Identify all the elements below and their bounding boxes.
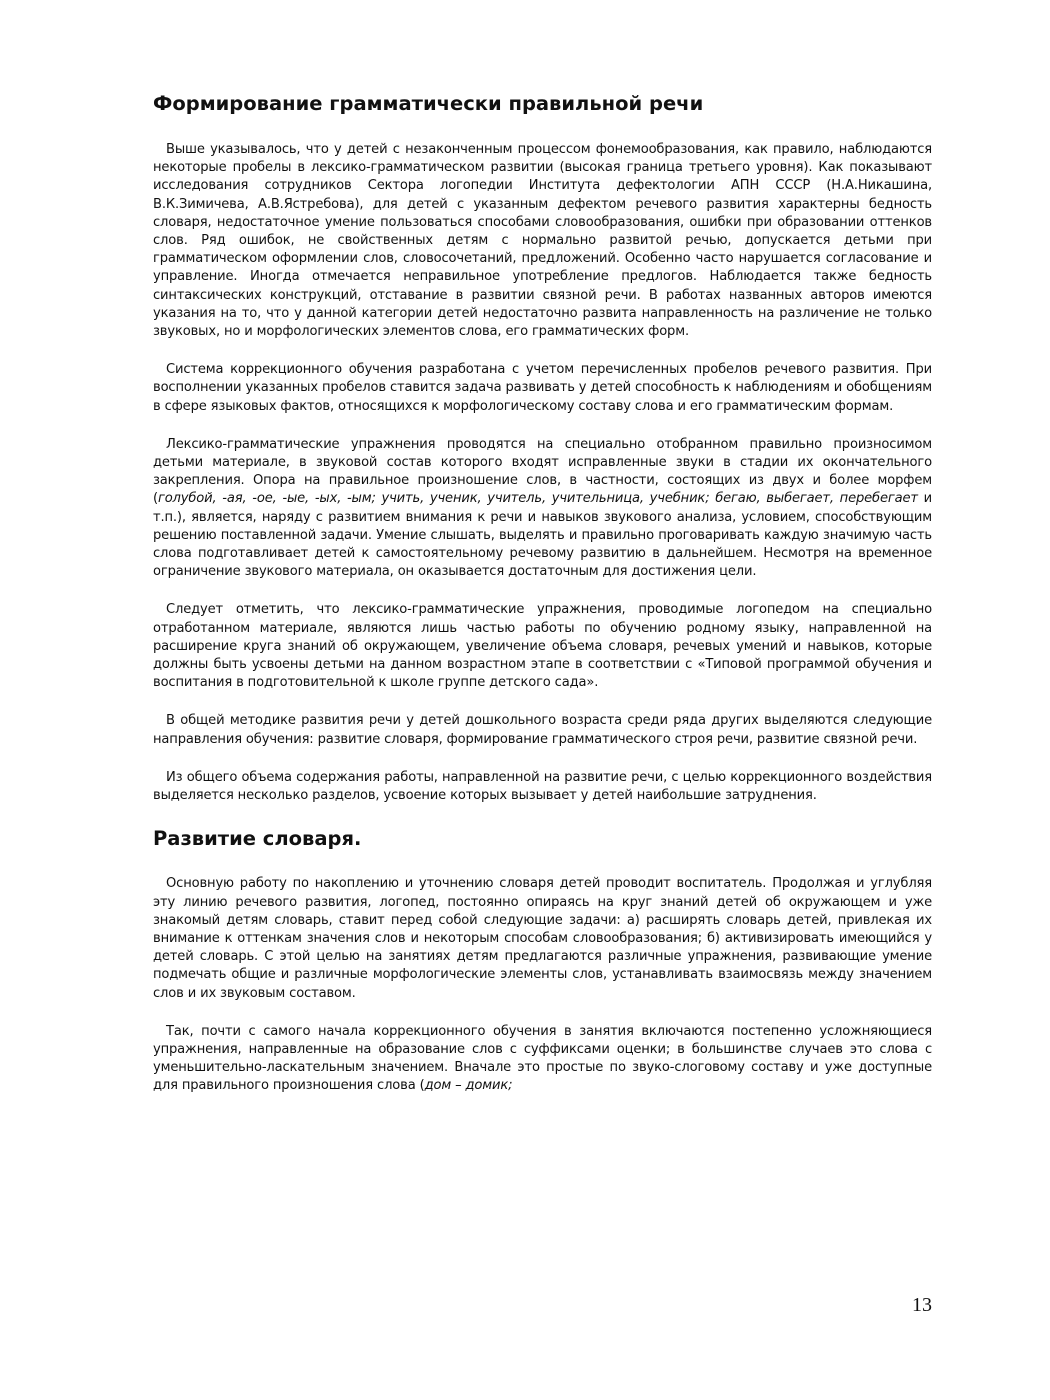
section-heading-grammar: Формирование грамматически правильной речи (153, 92, 704, 115)
paragraph-3-examples: голубой, -ая, -ое, -ые, -ых, -ым; учить, ученик, учитель, учительница, учебник; бегаю, выбегает, перебегает (157, 491, 918, 507)
page-number: 13 (912, 1294, 932, 1316)
paragraph-8 (153, 1023, 932, 1096)
paragraph-3 (153, 436, 932, 582)
section-heading-vocabulary: Развитие словаря. (153, 827, 362, 851)
paragraph-7: Основную работу по накоплению и уточнению словаря детей проводит воспитатель. Продолжая и углубляя эту линию речевого развития, логопед, постоянно опираясь на круг знаний детей об окружающем и уже знакомый детям словарь, ставит перед собой следующие задачи: а) расширять словарь детей, привлекая их внимание к оттенкам значения слов и некоторым способам словообразования; б) активизировать имеющийся у детей словарь. С этой целью на занятиях детям предлагаются различные упражнения, развивающие умение подмечать общие и различные морфологические элементы слов, устанавливать взаимосвязь между значением слов и их звуковым составом. (153, 876, 932, 1001)
paragraph-8-examples: дом – домик; (424, 1078, 513, 1094)
paragraph-5: В общей методике развития речи у детей дошкольного возраста среди ряда других выделяются следующие направления обучения: развитие словаря, формирование грамматического строя речи, развитие связной речи. (153, 713, 932, 747)
paragraph-2: Система коррекционного обучения разработана с учетом перечисленных пробелов речевого развития. При восполнении указанных пробелов ставится задача развивать у детей способность к наблюдениям и обобщениям в сфере языковых фактов, относящихся к морфологическому составу слова и его грамматическим формам. (153, 362, 932, 414)
document-page (153, 92, 932, 1116)
paragraph-1: Выше указывалось, что у детей с незаконченным процессом фонемообразования, как правило, наблюдаются некоторые пробелы в лексико-грамматическом развитии (высокая граница третьего уровня). Как показывают исследования сотрудников Сектора логопедии Института дефектологии АПН СССР (Н.А.Никашина, В.К.Зимичева, А.В.Ястребова), для детей с указанным дефектом речевого развития характерны бедность словаря, недостаточное умение пользоваться способами словообразования, ошибки при образовании оттенков слов. Ряд ошибок, не свойственных детям с нормально развитой речью, допускается детьми при грамматическом оформлении слов, словосочетаний, предложений. Особенно часто нарушается согласование и управление. Иногда отмечается неправильное употребление предлогов. Наблюдается также бедность синтаксических конструкций, отставание в развитии связной речи. В работах названных авторов имеются указания на то, что у данной категории детей недостаточно развита направленность на различение не только звуковых, но и морфологических элементов слова, его грамматических форм. (153, 142, 932, 340)
paragraph-3-start: Лексико-грамматические упражнения проводятся на специально отобранном правильно произносимом детьми материале, в звуковой состав которого входят исправленные звуки в стадии их окончательного закрепления. Опора на правильное произношение слов, в частности, состоящих из двух и более морфем ( (153, 436, 932, 507)
paragraph-8-start: Так, почти с самого начала коррекционного обучения в занятия включаются постепенно усложняющиеся упражнения, направленные на образование слов с суффиксами оценки; в большинстве случаев это слова с уменьшительно-ласкательным значением. Вначале это простые по звуко-слоговому составу и уже доступные для правильного произношения слова ( (153, 1023, 932, 1094)
paragraph-4: Следует отметить, что лексико-грамматические упражнения, проводимые логопедом на специально отработанном материале, являются лишь частью работы по обучению родному языку, направленной на расширение круга знаний об окружающем, увеличение объема словаря, речевых умений и навыков, которые должны быть усвоены детьми на данном возрастном этапе в соответствии с «Типовой программой обучения и воспитания в подготовительной к школе группе детского сада». (153, 602, 932, 691)
paragraph-3-end: и т.п.), является, наряду с развитием внимания к речи и навыков звукового анализа, условием, способствующим решению поставленной задачи. Умение слышать, выделять и правильно проговаривать каждую значимую часть слова подготавливает детей к самостоятельному речевому развитию в дальнейшем. Несмотря на временное ограничение звукового материала, он оказывается достаточным для достижения цели. (153, 491, 933, 580)
paragraph-6: Из общего объема содержания работы, направленной на развитие речи, с целью коррекционного воздействия выделяется несколько разделов, усвоение которых вызывает у детей наибольшие затруднения. (153, 769, 932, 804)
